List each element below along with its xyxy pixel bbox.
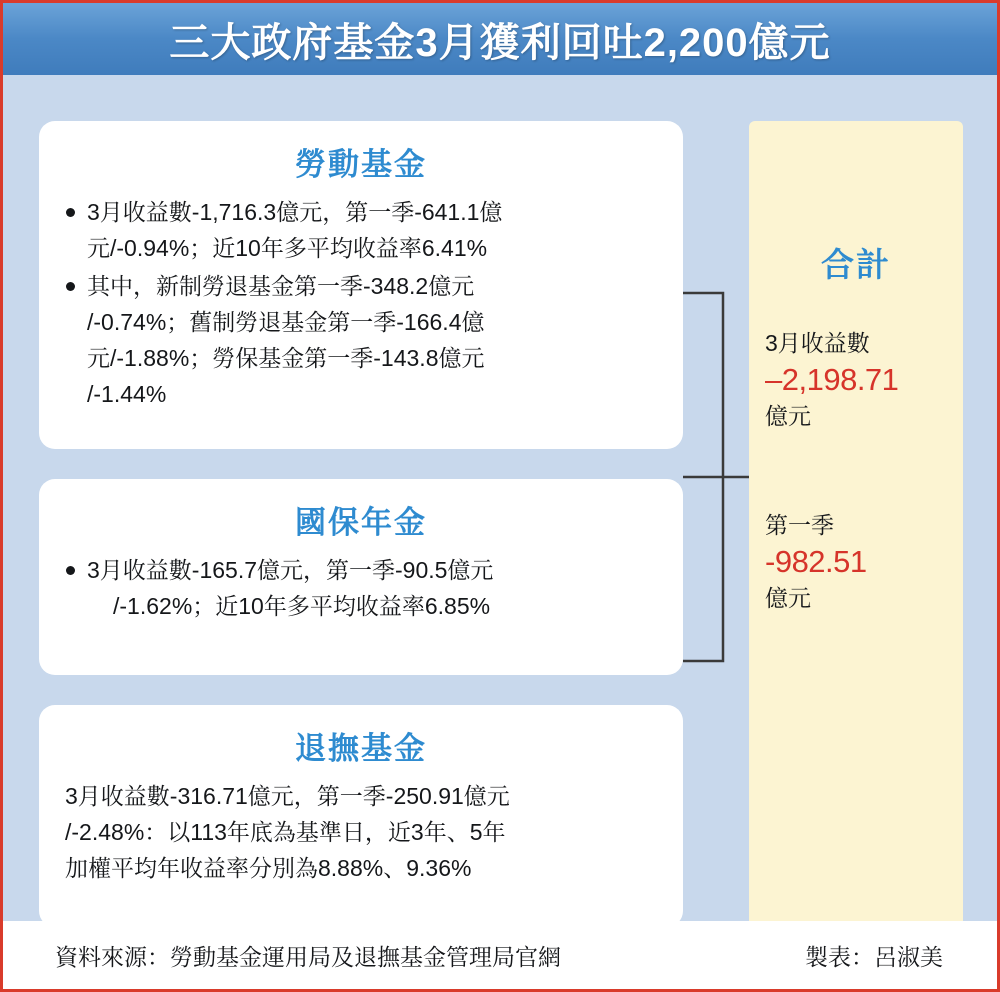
card-retire-title: 退撫基金 — [295, 731, 427, 766]
summary-title: 合計 — [821, 246, 891, 283]
text-line: 加權平均年收益率分別為8.88%、9.36% — [65, 855, 472, 881]
bullet-line: 3月收益數-165.7億元，第一季-90.5億元 — [87, 557, 494, 583]
list-item — [61, 552, 661, 624]
page-title: 三大政府基金3月獲利回吐2,200億元 — [169, 20, 831, 65]
summary-march-unit: 億元 — [765, 403, 811, 429]
text-line: /-2.48%：以113年底為基準日，近3年、5年 — [65, 819, 506, 845]
summary-march-label: 3月收益數 — [765, 330, 870, 356]
summary-march-value: –2,198.71 — [765, 362, 899, 397]
summary-q1-label: 第一季 — [765, 512, 834, 538]
card-retire-body — [61, 778, 661, 886]
card-labor-bullets — [61, 194, 661, 412]
bullet-line: 其中，新制勞退基金第一季-348.2億元 — [87, 273, 475, 299]
summary-block-q1 — [765, 508, 947, 614]
card-pension-title: 國保年金 — [295, 505, 427, 540]
text-line: 3月收益數-316.71億元，第一季-250.91億元 — [65, 783, 510, 809]
list-item — [61, 194, 661, 266]
bullet-line: /-1.44% — [87, 381, 167, 407]
body-area — [3, 75, 997, 989]
card-retirement-fund — [39, 705, 683, 927]
card-labor-title: 勞動基金 — [295, 147, 427, 182]
summary-block-march — [765, 326, 947, 432]
title-bar — [3, 3, 997, 75]
card-pension-bullets — [61, 552, 661, 624]
footer-author: 製表：呂淑美 — [805, 944, 943, 970]
bullet-line: /-1.62%；近10年多平均收益率6.85% — [113, 593, 491, 619]
footer — [3, 921, 997, 989]
summary-panel — [749, 121, 963, 927]
list-item — [61, 268, 661, 412]
summary-q1-value: -982.51 — [765, 544, 867, 579]
bullet-line: 元/-0.94%；近10年多平均收益率6.41% — [87, 235, 488, 261]
bullet-line: /-0.74%；舊制勞退基金第一季-166.4億 — [87, 309, 485, 335]
summary-q1-unit: 億元 — [765, 585, 811, 611]
bullet-line: 元/-1.88%；勞保基金第一季-143.8億元 — [87, 345, 485, 371]
footer-source: 資料來源：勞動基金運用局及退撫基金管理局官網 — [55, 944, 561, 970]
card-national-pension — [39, 479, 683, 675]
card-labor-fund — [39, 121, 683, 449]
bullet-line: 3月收益數-1,716.3億元，第一季-641.1億 — [87, 199, 503, 225]
